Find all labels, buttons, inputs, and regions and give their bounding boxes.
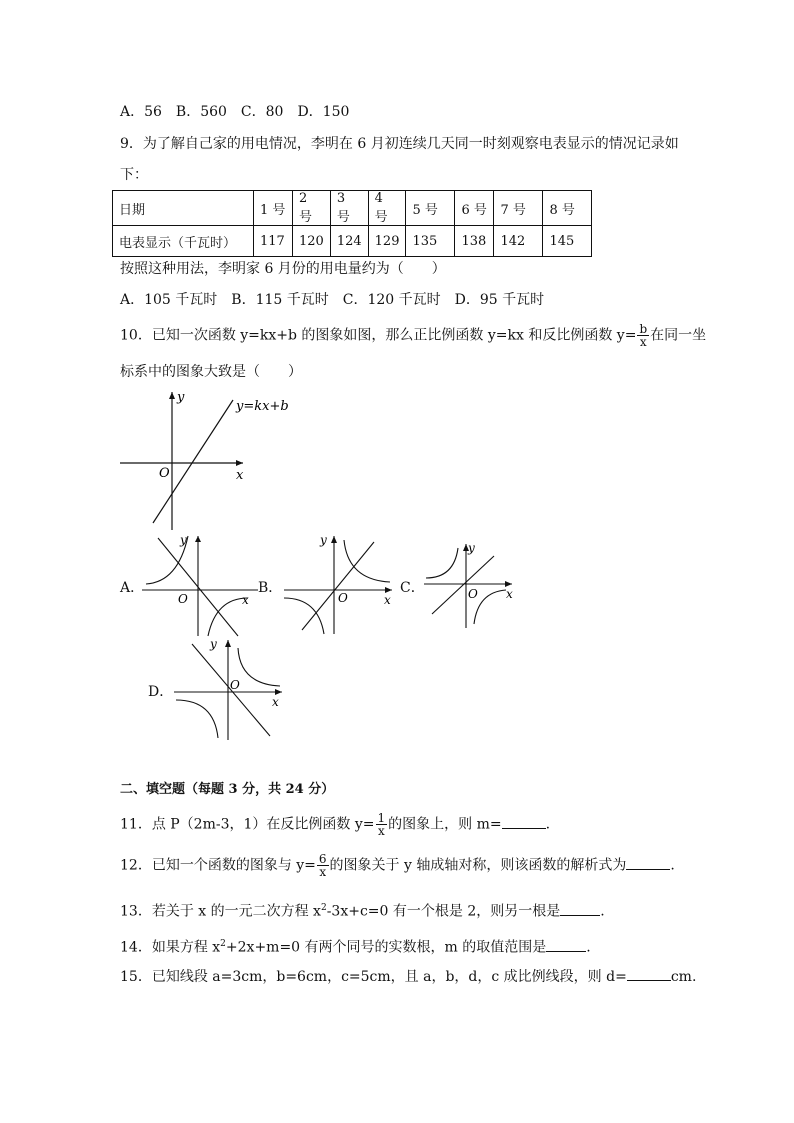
y-axis-arrow [331,536,337,543]
q12-end: . [670,857,675,874]
origin-label: O [230,678,240,692]
table-row [113,191,592,226]
table-row [113,226,592,257]
q12-fraction [317,853,329,878]
line-label: y=kx+b [236,399,289,414]
q10-main-graph [115,388,290,536]
table-cell: 1 号 [254,191,293,226]
q13-b: -3x+c=0 有一个根是 2，则另一根是 [326,903,561,920]
q10-stem-b: 在同一坐 [650,327,707,344]
table-cell: 3 号 [330,191,368,226]
line-kx [432,556,494,614]
y-axis-arrow [225,640,231,647]
hyperbola-branch-left [284,598,324,634]
hyperbola-branch-right [344,540,390,582]
y-label: y [210,637,217,651]
q10-fraction [637,323,649,348]
q12-frac-num: 6 [318,852,327,866]
table-cell: 138 [455,226,494,257]
y-label: y [468,541,475,555]
origin-label: O [338,591,348,605]
q14-end: . [586,939,591,956]
q9-stem-line1: 9．为了解自己家的用电情况，李明在 6 月初连续几天同一时刻观察电表显示的情况记录如 [120,136,679,152]
table-cell: 日期 [113,191,254,226]
q11 [120,812,550,837]
q14 [120,934,591,958]
q14-sup: 2 [220,939,226,949]
option-a-label: A． [120,580,145,596]
q11-end: . [545,816,551,833]
hyperbola-branch-left [426,548,458,578]
option-c-graph [420,538,520,630]
x-label: x [272,695,279,709]
table-cell: 电表显示（千瓦时） [113,226,254,257]
option-d-label: D． [148,684,174,700]
q10-stem-a: 10．已知一次函数 y=kx+b 的图象如图，那么正比例函数 y=kx 和反比例函数 y= [120,327,637,344]
answer-blank[interactable] [627,966,671,981]
line-kx [302,542,374,630]
table-cell: 117 [254,226,293,257]
option-d-graph [170,632,290,742]
y-label: y [177,390,185,405]
y-label: y [180,533,187,547]
q9-question: 按照这种用法，李明家 6 月份的用电量约为（ ） [120,261,446,277]
origin-label: O [159,466,170,481]
x-label: x [384,593,391,607]
hyperbola-branch-right [474,590,506,624]
answer-blank[interactable] [546,937,586,952]
q14-b: +2x+m=0 有两个同号的实数根，m 的取值范围是 [225,939,547,956]
section-title: 二、填空题（每题 3 分，共 24 分） [120,782,335,797]
q13-end: . [600,903,605,920]
answer-blank[interactable] [626,855,670,870]
q14-a: 14．如果方程 x [120,939,221,956]
answer-blank[interactable] [560,901,600,916]
q12 [120,853,675,878]
table-cell: 129 [368,226,406,257]
x-label: x [506,587,513,601]
table-cell: 4 号 [368,191,406,226]
table-cell: 6 号 [455,191,494,226]
q11-b: 的图象上，则 m= [388,816,502,833]
q11-frac-num: 1 [377,811,386,825]
q10-stem-line2: 标系中的图象大致是（ ） [120,364,302,380]
q13-a: 13．若关于 x 的一元二次方程 x [120,903,321,920]
option-b-label: B． [258,580,283,596]
q8-options: A．56 B．560 C．80 D．150 [120,104,350,120]
q9-usage-table [112,190,592,257]
q10-frac-den: x [639,335,647,349]
q13-sup: 2 [320,903,327,913]
x-label: x [242,593,249,607]
line-kx-plus-b [153,400,233,523]
q11-fraction [376,812,388,837]
q12-b: 的图象关于 y 轴成轴对称，则该函数的解析式为 [329,857,627,874]
q12-a: 12．已知一个函数的图象与 y= [120,857,316,874]
q13 [120,898,605,922]
q9-stem-line2: 下： [120,167,148,183]
table-cell: 142 [494,226,543,257]
q15-a: 15．已知线段 a=3cm，b=6cm，c=5cm，且 a，b，d，c 成比例线段，则 d= [120,969,627,985]
q9-options: A．105 千瓦时 B．115 千瓦时 C．120 千瓦时 D．95 千瓦时 [120,292,545,308]
q15-end: cm. [670,969,697,985]
option-a-graph [140,532,260,638]
y-axis-arrow [169,392,175,399]
table-cell: 135 [406,226,455,257]
y-axis-arrow [195,536,201,542]
x-axis-arrow [236,460,243,466]
table-cell: 120 [293,226,331,257]
table-cell: 124 [330,226,368,257]
origin-label: O [468,587,478,601]
y-label: y [320,533,327,547]
table-cell: 5 号 [406,191,455,226]
q15 [120,966,696,987]
table-cell: 8 号 [543,191,592,226]
q11-a: 11．点 P（2m-3，1）在反比例函数 y= [120,816,375,833]
q12-frac-den: x [319,865,327,879]
hyperbola-branch-right [238,648,280,686]
table-cell: 2 号 [293,191,331,226]
hyperbola-branch-left [176,700,218,738]
q11-frac-den: x [377,824,385,838]
option-c-label: C． [400,580,425,596]
q10-stem-line1 [120,323,706,348]
q10-frac-num: b [639,322,648,336]
answer-blank[interactable] [502,814,546,829]
origin-label: O [178,592,188,606]
x-label: x [236,468,244,483]
option-b-graph [280,530,400,636]
table-cell: 7 号 [494,191,543,226]
table-cell: 145 [543,226,592,257]
